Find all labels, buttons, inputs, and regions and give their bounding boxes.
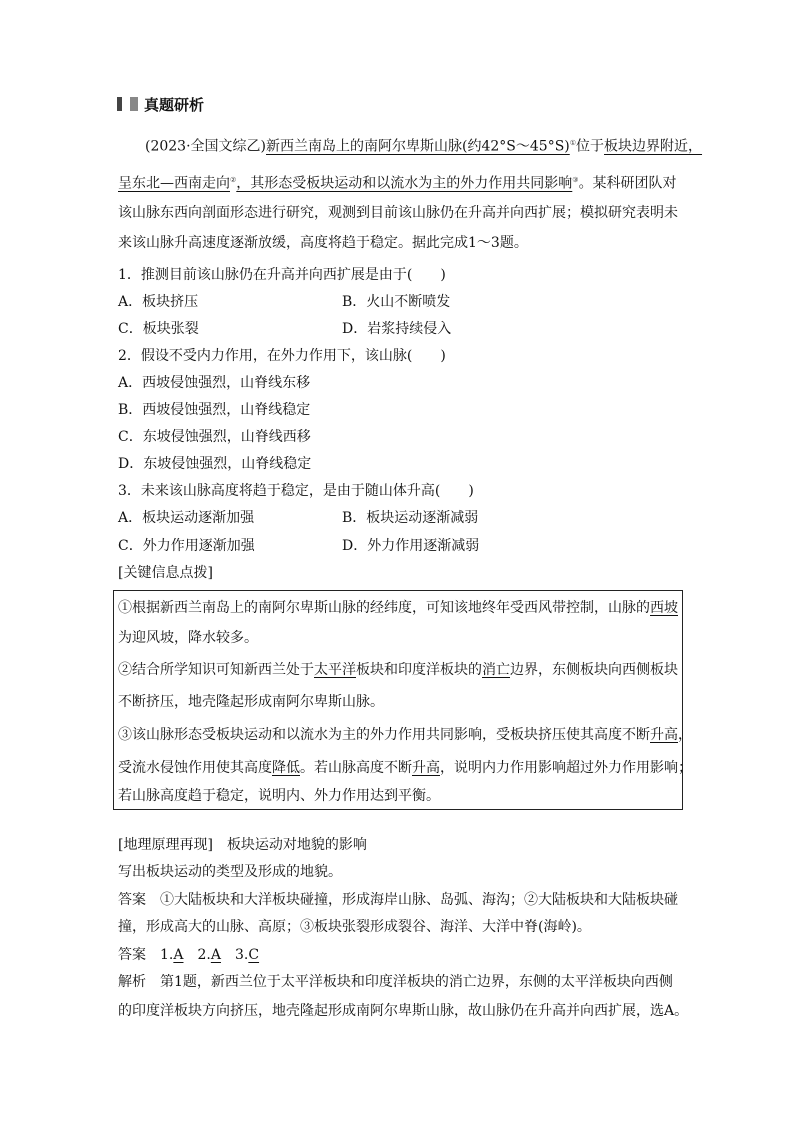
- intro-line-1: [145, 133, 702, 157]
- principle-heading: [118, 835, 367, 855]
- analysis-line1: [118, 972, 673, 992]
- principle-answer-text: ①大陆板块和大洋板块碰撞，形成海岸山脉、岛弧、海沟；②大陆板块和大陆板块碰: [160, 892, 678, 908]
- annotation-tag-2: ②: [230, 176, 237, 184]
- intro-underlined-influence: ，其形态受板块运动和以流水为主的外力作用共同影响: [236, 175, 573, 192]
- principle-label: [地理原理再现]: [118, 837, 213, 853]
- analysis-line2: 的印度洋板块方向挤压，地壳隆起形成南阿尔卑斯山脉，故山脉仍在升高并向西扩展，选A。: [118, 1003, 689, 1019]
- key-info-underlined: 升高: [650, 727, 678, 743]
- question-1-option-c: C．板块张裂: [118, 321, 199, 337]
- intro-underlined-direction: 呈东北—西南走向: [118, 175, 230, 192]
- key-info-p2-line1: [118, 660, 678, 680]
- key-info-text: 受流水侵蚀作用使其高度: [118, 760, 272, 776]
- question-3-stem: 3．未来该山脉高度将趋于稳定，是由于随山体升高( ): [118, 483, 474, 499]
- section-title: 真题研析: [144, 95, 205, 114]
- question-3-option-c: C．外力作用逐渐加强: [118, 538, 255, 554]
- question-2-option-d: D．东坡侵蚀强烈，山脊线稳定: [118, 456, 312, 472]
- intro-text: 。某科研团队对: [578, 175, 677, 192]
- intro-underlined-location: 新西兰南岛上的南阿尔卑斯山脉(约42°S～45°S): [266, 138, 570, 155]
- key-info-label: [关键信息点拨]: [118, 565, 213, 581]
- answer-2: A: [210, 947, 221, 963]
- key-info-text: ③该山脉形态受板块运动和以流水为主的外力作用共同影响，受板块挤压使其高度不断: [118, 727, 650, 743]
- question-2-option-b: B．西坡侵蚀强烈，山脊线稳定: [118, 402, 311, 418]
- question-1-option-d: D．岩浆持续侵入: [342, 321, 452, 337]
- annotation-tag-1: ①: [569, 139, 577, 147]
- answer-label: 答案: [118, 892, 146, 908]
- key-info-text: ，: [678, 727, 692, 743]
- question-3-option-a: A．板块运动逐渐加强: [118, 510, 255, 526]
- key-info-underlined: 消亡: [482, 662, 510, 678]
- principle-answer-line2: 撞，形成高大的山脉、高原；③板块张裂形成裂谷、海洋、大洋中脊(海岭)。: [118, 919, 591, 935]
- question-1-stem: 1．推测目前该山脉仍在升高并向西扩展是由于( ): [118, 267, 446, 283]
- answer-3: C: [248, 947, 260, 963]
- question-2-option-c: C．东坡侵蚀强烈，山脊线西移: [118, 429, 311, 445]
- answers-line: [118, 945, 259, 965]
- answer-2-number: 2.: [197, 947, 211, 963]
- principle-title: 板块运动对地貌的影响: [226, 837, 367, 853]
- intro-line-2: [118, 170, 677, 194]
- section-heading: [117, 94, 204, 114]
- principle-answer-line1: [118, 890, 678, 910]
- annotation-tag-3: ③: [572, 176, 579, 184]
- question-3-option-d: D．外力作用逐渐减弱: [342, 538, 480, 554]
- question-3-option-b: B．板块运动逐渐减弱: [342, 510, 479, 526]
- intro-underlined-boundary: 板块边界附近，: [604, 138, 703, 155]
- answer-3-number: 3.: [234, 947, 249, 963]
- key-info-text: 。若山脉高度不断: [300, 760, 412, 776]
- answers-label: 答案: [118, 947, 146, 963]
- question-1-option-a: A．板块挤压: [118, 294, 199, 310]
- key-info-p3-line3: 若山脉高度趋于稳定，说明内、外力作用达到平衡。: [118, 788, 440, 804]
- key-info-underlined: 降低: [272, 760, 300, 776]
- key-info-text: ②结合所学知识可知新西兰处于: [118, 662, 314, 678]
- key-info-p1-line2: 为迎风坡，降水较多。: [118, 630, 258, 646]
- key-info-text: ①根据新西兰南岛上的南阿尔卑斯山脉的经纬度，可知该地终年受西风带控制，山脉的: [118, 600, 650, 616]
- question-2-stem: 2．假设不受内力作用，在外力作用下，该山脉( ): [118, 348, 446, 364]
- question-2-option-a: A．西坡侵蚀强烈，山脊线东移: [118, 375, 311, 391]
- key-info-text: ，说明内力作用影响超过外力作用影响；: [440, 760, 692, 776]
- key-info-p3-line2: [118, 758, 692, 778]
- intro-line-4: 来该山脉升高速度逐渐放缓，高度将趋于稳定。据此完成1～3题。: [118, 235, 528, 251]
- key-info-text: 板块和印度洋板块的: [356, 662, 482, 678]
- key-info-underlined: 太平洋: [314, 662, 356, 678]
- intro-text: 位于: [576, 138, 605, 155]
- key-info-p3-line1: [118, 725, 692, 745]
- key-info-underlined: 西坡: [650, 600, 678, 616]
- analysis-text: 第1题，新西兰位于太平洋板块和印度洋板块的消亡边界，东侧的太平洋板块向西侧: [160, 974, 673, 990]
- principle-prompt: 写出板块运动的类型及形成的地貌。: [118, 864, 342, 880]
- analysis-label: 解析: [118, 974, 146, 990]
- intro-line-3: 该山脉东西向剖面形态进行研究，观测到目前该山脉仍在升高并向西扩展；模拟研究表明未: [118, 205, 678, 221]
- key-info-underlined: 升高: [412, 760, 440, 776]
- question-1-option-b: B．火山不断喷发: [342, 294, 451, 310]
- key-info-p1-line1: [118, 598, 678, 618]
- answer-1: A: [173, 947, 184, 963]
- answer-1-number: 1.: [160, 947, 174, 963]
- key-info-p2-line2: 不断挤压，地壳隆起形成南阿尔卑斯山脉。: [118, 694, 384, 710]
- key-info-text: 边界，东侧板块向西侧板块: [510, 662, 678, 678]
- heading-marker-icon: [117, 97, 122, 111]
- source-citation: (2023·全国文综乙): [145, 138, 267, 155]
- heading-marker-bar: [130, 97, 138, 111]
